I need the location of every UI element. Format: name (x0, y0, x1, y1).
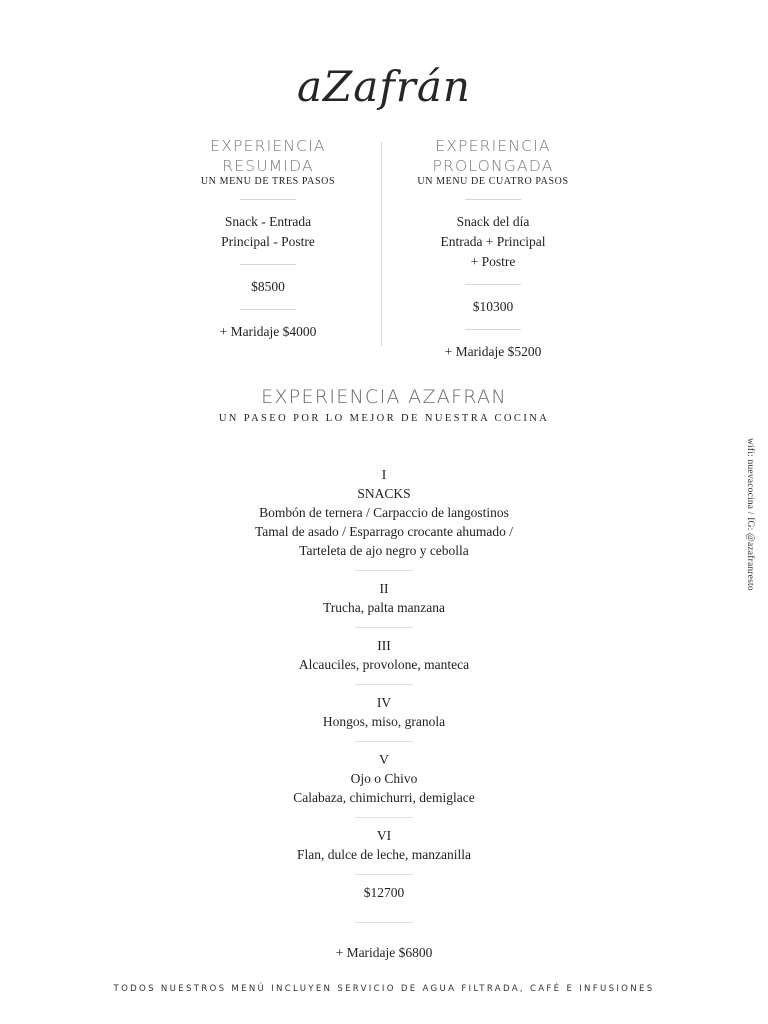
column-divider (381, 142, 382, 346)
azafran-price: $12700 (363, 885, 405, 900)
divider (355, 741, 413, 742)
divider (355, 922, 413, 923)
divider (355, 874, 413, 875)
menu-prolongada (393, 136, 593, 362)
course-6 (184, 826, 584, 864)
divider (355, 570, 413, 571)
prolongada-title-line1: EXPERIENCIA (435, 137, 551, 155)
prolongada-item: Entrada + Principal (440, 234, 546, 249)
resumida-maridaje: + Maridaje $4000 (219, 324, 317, 339)
course-2 (184, 579, 584, 617)
course-line: Ojo o Chivo (350, 771, 418, 786)
prolongada-title-line2: PROLONGADA (432, 157, 554, 175)
divider (355, 627, 413, 628)
divider (355, 817, 413, 818)
course-line: Tamal de asado / Esparrago crocante ahumado / (254, 524, 514, 539)
azafran-maridaje: + Maridaje $6800 (335, 945, 433, 960)
course-number: IV (376, 695, 392, 710)
course-line: Alcauciles, provolone, manteca (298, 657, 470, 672)
azafran-courses (184, 465, 584, 962)
course-line: Bombón de ternera / Carpaccio de langostinos (259, 505, 509, 520)
course-5 (184, 750, 584, 807)
course-3 (184, 636, 584, 674)
divider (240, 199, 296, 200)
resumida-item: Principal - Postre (221, 234, 315, 249)
prolongada-price: $10300 (472, 299, 514, 314)
brand-logo: aZafrán (297, 62, 471, 111)
resumida-subtitle: UN MENU DE TRES PASOS (200, 176, 336, 187)
divider (465, 284, 521, 285)
prolongada-maridaje: + Maridaje $5200 (444, 344, 542, 359)
course-4 (184, 693, 584, 731)
azafran-subtitle: UN PASEO POR LO MEJOR DE NUESTRA COCINA (218, 413, 550, 424)
course-number: VI (376, 828, 392, 843)
course-number: I (381, 467, 387, 482)
course-1 (184, 465, 584, 560)
resumida-price: $8500 (251, 279, 285, 294)
azafran-title: EXPERIENCIA AZAFRAN (261, 386, 507, 408)
prolongada-item: + Postre (470, 254, 516, 269)
divider (465, 199, 521, 200)
course-line: Tarteleta de ajo negro y cebolla (299, 543, 469, 558)
divider (355, 684, 413, 685)
prolongada-subtitle: UN MENU DE CUATRO PASOS (417, 176, 569, 187)
divider (465, 329, 521, 330)
resumida-title-line1: EXPERIENCIA (210, 137, 326, 155)
course-number: III (377, 638, 391, 653)
prolongada-item: Snack del día (456, 214, 530, 229)
wifi-instagram-note: wifi: nuevacocina / IG: @azafranresto (745, 438, 755, 591)
course-number: V (379, 752, 389, 767)
course-line: Calabaza, chimichurri, demiglace (293, 790, 475, 805)
course-line: SNACKS (357, 486, 411, 501)
divider (240, 309, 296, 310)
course-number: II (379, 581, 389, 596)
divider (240, 264, 296, 265)
course-line: Hongos, miso, granola (322, 714, 446, 729)
resumida-title-line2: RESUMIDA (222, 157, 314, 175)
course-line: Flan, dulce de leche, manzanilla (297, 847, 471, 862)
resumida-item: Snack - Entrada (224, 214, 312, 229)
menu-resumida (168, 136, 368, 342)
course-line: Trucha, palta manzana (322, 600, 446, 615)
footer-note: TODOS NUESTROS MENÚ INCLUYEN SERVICIO DE AGUA FILTRADA, CAFÉ E INFUSIONES (113, 984, 655, 994)
